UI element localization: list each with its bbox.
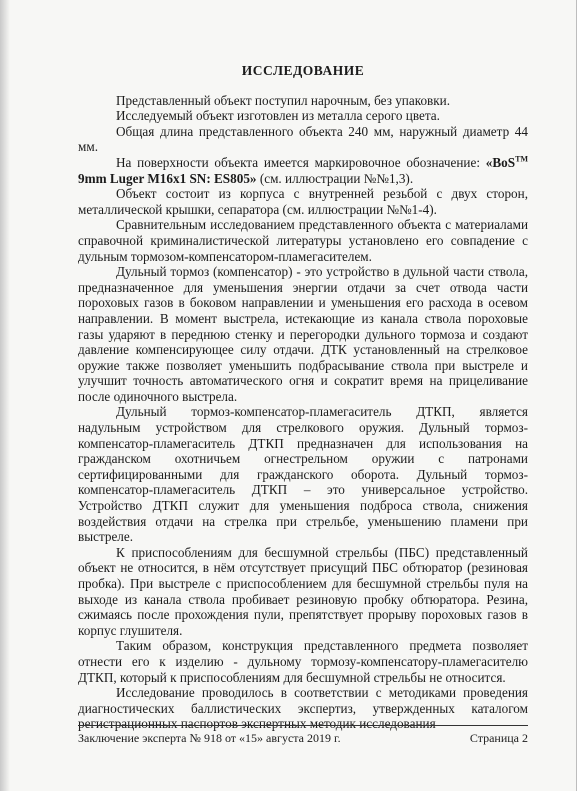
paragraph-delivery: Представленный объект поступил нарочным, без упаковки. xyxy=(116,92,451,108)
marking-suffix: (см. иллюстрации №№1,3). xyxy=(256,170,414,186)
section-title: ИССЛЕДОВАНИЕ xyxy=(241,63,365,78)
paragraph-conclusion: Таким образом, конструкция представленного предмета позволяет отнести его к изделию - дульному тормозу-компенсатору-пламегасителю ДТКП, который к приспособлениям для бесшумной стрельбы не относится. xyxy=(78,638,528,685)
marking-main: «BoS xyxy=(485,154,516,170)
paragraph-muzzle-brake: Дульный тормоз (компенсатор) - это устройство в дульной части ствола, предназначенное для уменьшения энергии отдачи за счет отвода части пороховых газов в боковом направлении и уменьшения его расхода в осевом направлении. В момент выстрела, истекающие из канала ствола пороховые газы ударяют в переднюю стенку и перегородки дульного тормоза и создают давление компенсирующее силу отдачи. ДТК установленный на стрелковое оружие также позволяет уменьшить подбрасывание ствола при выстреле и улучшит точность автоматического огня и сократит время на прицеливание после одиночного выстрела. xyxy=(78,264,528,404)
paragraph-material: Исследуемый объект изготовлен из металла серого цвета. xyxy=(116,108,440,124)
page-edge-shadow xyxy=(0,0,10,791)
marking-prefix: На поверхности объекта имеется маркировочное обозначение: xyxy=(116,154,486,170)
paragraph-dtkp: Дульный тормоз-компенсатор-пламегаситель ДТКП, является надульным устройством для стрелкового оружия. Дульный тормоз-компенсатор-пламегаситель ДТКП предназначен для использования на гражданском охотничьем огнестрельном оружии с патронами сертифицированными для гражданского оборота. Дульный тормоз-компенсатор-пламегаситель ДТКП – это универсальное устройство. Устройство ДТКП служит для уменьшения подброса ствола, снижения воздействия отдачи на стрелка при стрельбе, уменьшению пламени при выстреле. xyxy=(78,404,528,545)
marking-rest: 9mm Luger M16x1 SN: ES805» xyxy=(78,170,257,186)
footer-page-number: Страница 2 xyxy=(469,731,528,745)
paragraph-dimensions: Общая длина представленного объекта 240 мм, наружный диаметр 44 мм. xyxy=(78,123,528,155)
footer-report-reference: Заключение эксперта № 918 от «15» августа 2019 г. xyxy=(78,731,341,745)
paragraph-pbs: К приспособлениям для бесшумной стрельбы (ПБС) представленный объект не относится, в нём отсутствует присущий ПБС обтюратор (резиновая пробка). При выстреле с приспособлением для бесшумной стрельбы пуля на выходе из канала ствола пробивает резиновую пробку обтюратора. Резина, сжимаясь после прохождения пули, препятствует прорыву пороховых газов в корпус глушителя. xyxy=(78,544,528,638)
paragraph-comparison: Сравнительным исследованием представленного объекта с материалами справочной криминалистической литературы установлено его совпадение с дульным тормозом-компенсатором-пламегасителем. xyxy=(78,217,528,264)
paragraph-methodology: Исследование проводилось в соответствии с методиками проведения диагностических баллистических экспертиз, утвержденных каталогом регистрационных паспортов экспертных методик исследования xyxy=(78,685,528,732)
document-body xyxy=(78,63,528,732)
paragraph-marking xyxy=(78,155,528,186)
marking-trademark: TM xyxy=(515,154,528,164)
page-footer xyxy=(78,725,528,746)
paragraph-composition: Объект состоит из корпуса с внутренней резьбой с двух сторон, металлической крышки, сепаратора (см. иллюстрации №№1-4). xyxy=(78,186,528,217)
